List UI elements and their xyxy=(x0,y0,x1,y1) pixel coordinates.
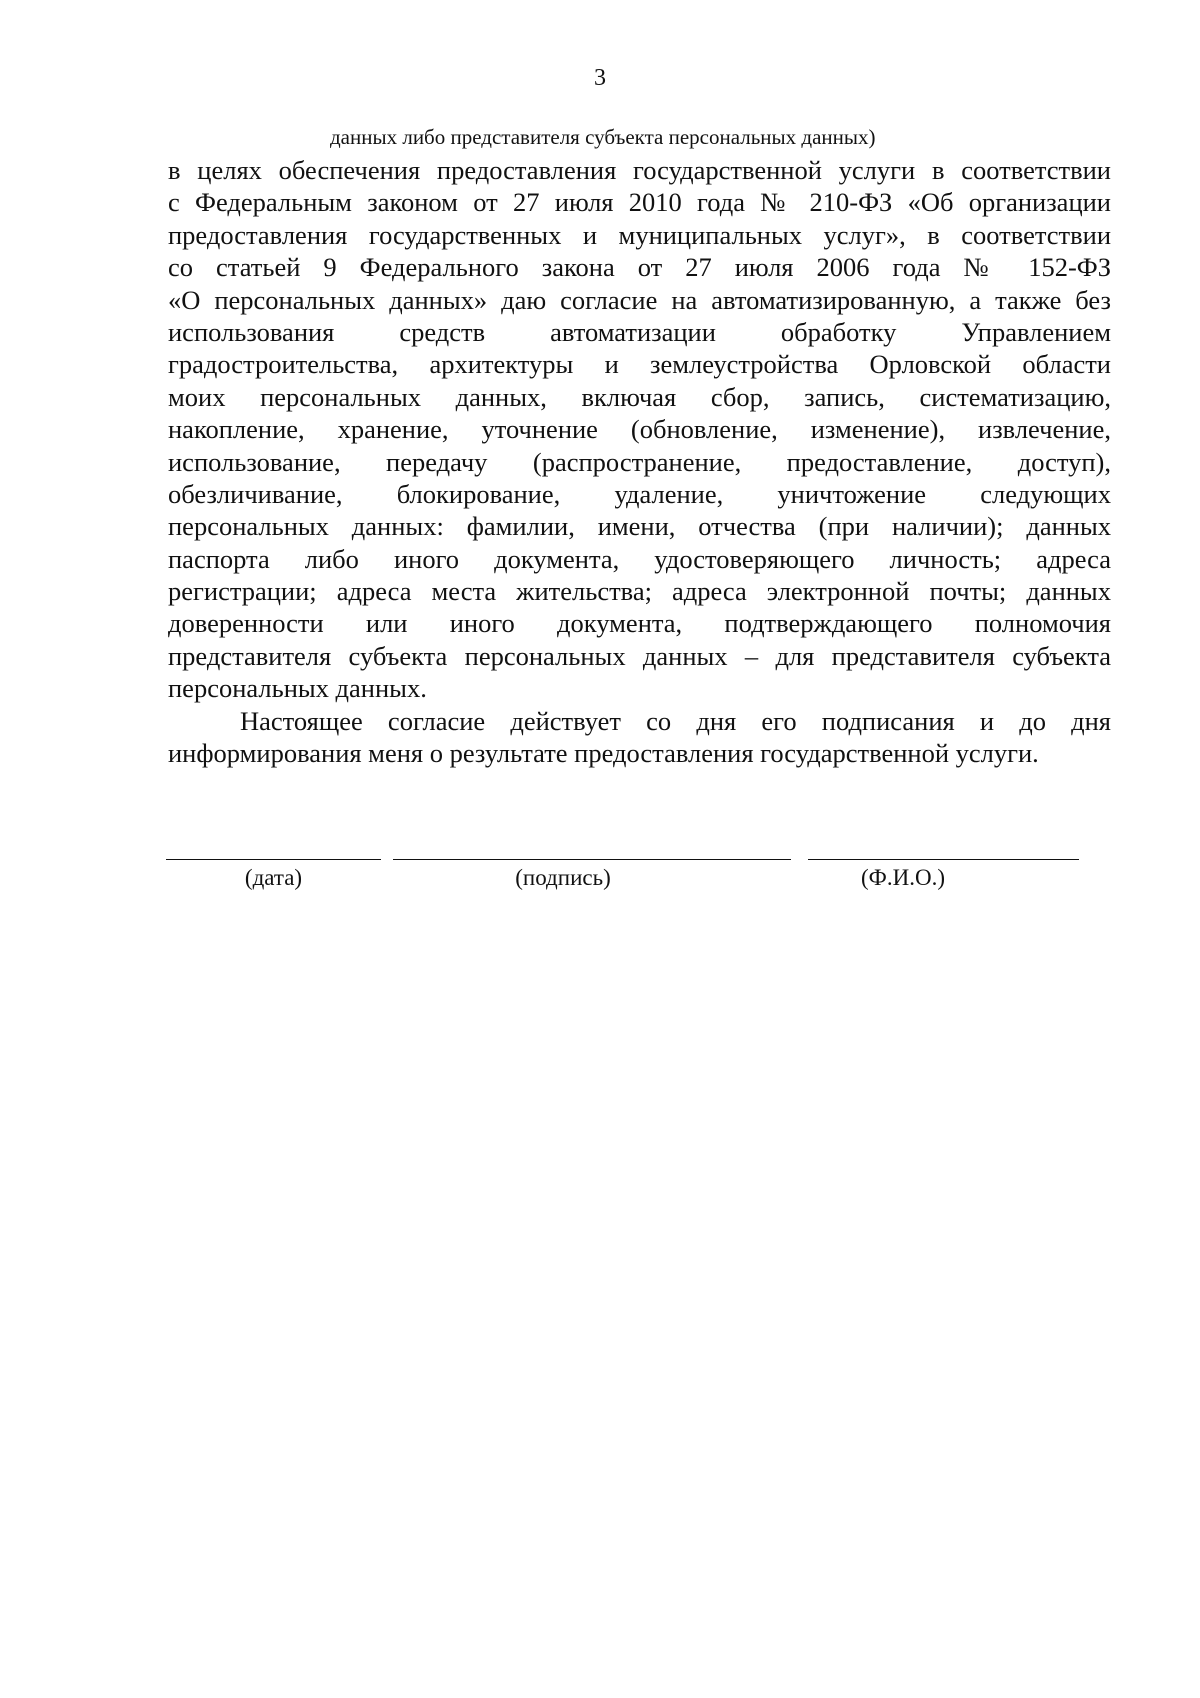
page-number: 3 xyxy=(594,65,606,91)
fio-caption: (Ф.И.О.) xyxy=(861,865,945,890)
paragraph-line: персональных данных. xyxy=(168,673,427,704)
paragraph-line: доверенности или иного документа, подтверждающего полномочия xyxy=(168,608,1111,639)
consent-paragraph xyxy=(168,154,1111,705)
paragraph-line: обезличивание, блокирование, удаление, уничтожение следующих xyxy=(168,478,1111,509)
paragraph-line: со статьей 9 Федерального закона от 27 июля 2006 года № 152-ФЗ xyxy=(168,252,1111,283)
paragraph-line: представителя субъекта персональных данных – для представителя субъекта xyxy=(168,640,1111,671)
paragraph-line: паспорта либо иного документа, удостоверяющего личность; адреса xyxy=(168,543,1111,574)
paragraph-line: использование, передачу (распространение, предоставление, доступ), xyxy=(168,446,1111,477)
paragraph-line: предоставления государственных и муниципальных услуг», в соответствии xyxy=(168,219,1111,250)
paragraph-line: регистрации; адреса места жительства; адреса электронной почты; данных xyxy=(168,576,1111,607)
signature-line xyxy=(393,859,791,860)
validity-paragraph xyxy=(168,705,1111,770)
subject-note: данных либо представителя субъекта персональных данных) xyxy=(330,125,876,149)
paragraph-line: в целях обеспечения предоставления государственной услуги в соответствии xyxy=(168,155,1111,185)
paragraph-line: информирования меня о результате предоставления государственной услуги. xyxy=(168,738,1039,769)
paragraph-line: Настоящее согласие действует со дня его подписания и до дня xyxy=(240,705,1111,736)
paragraph-line: персональных данных: фамилии, имени, отчества (при наличии); данных xyxy=(168,511,1111,542)
paragraph-line: моих персональных данных, включая сбор, запись, систематизацию, xyxy=(168,381,1111,412)
consent-text xyxy=(168,154,1111,769)
date-caption: (дата) xyxy=(244,865,303,890)
paragraph-line: «О персональных данных» даю согласие на автоматизированную, а также без xyxy=(168,284,1111,315)
paragraph-line: накопление, хранение, уточнение (обновление, изменение), извлечение, xyxy=(168,414,1111,445)
paragraph-line: градостроительства, архитектуры и землеустройства Орловской области xyxy=(168,349,1111,380)
date-line xyxy=(166,859,381,860)
paragraph-line: с Федеральным законом от 27 июля 2010 года № 210-ФЗ «Об организации xyxy=(168,187,1111,218)
fio-line xyxy=(808,859,1079,860)
paragraph-line: использования средств автоматизации обработку Управлением xyxy=(168,316,1111,347)
signature-caption: (подпись) xyxy=(515,865,611,890)
